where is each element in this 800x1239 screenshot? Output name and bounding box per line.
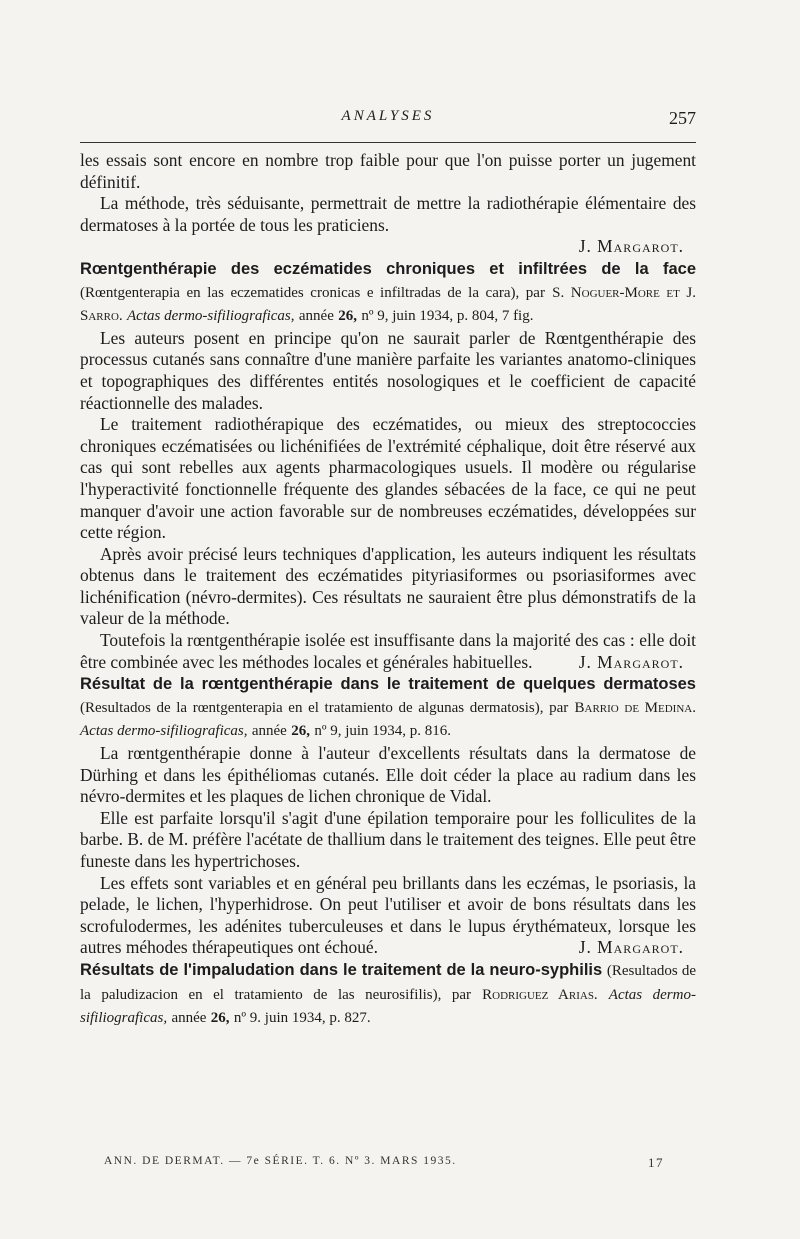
entry-3-journal: Actas dermo-sifiliograficas,	[80, 986, 696, 1027]
running-title: ANALYSES	[341, 108, 435, 124]
footer-journal-line: ANN. DE DERMAT. — 7e SÉRIE. T. 6. Nº 3. MARS 1935.	[104, 1155, 457, 1167]
entry-1-last-text: Toutefois la rœntgenthérapie isolée est insuffisante dans la majorité des cas : elle doit être combinée avec les méthodes locales et générales habituelles.	[80, 630, 696, 672]
running-head	[80, 104, 696, 134]
entry-2-authors: Barrio de Medina.	[574, 699, 696, 716]
entry-3-subtitle: (Resultados de la paludizacion en el tratamiento de las neurosifilis), par	[80, 962, 696, 1003]
entry-1-paragraph-last	[80, 630, 696, 673]
entry-1-subtitle: (Rœntgenterapia en las eczematides cronicas e infiltradas de la cara), par	[80, 284, 545, 301]
intro-paragraph-1: les essais sont encore en nombre trop faible pour que l'on puisse porter un jugement définitif.	[80, 150, 696, 192]
entry-3-authors: Rodriguez Arias.	[482, 986, 598, 1003]
entry-2-subtitle: (Resultados de la rœntgenterapia en el tratamiento de algunas dermatosis), par	[80, 699, 569, 716]
body-text	[80, 150, 696, 1030]
entry-3-heading	[80, 959, 696, 1030]
entry-1-paragraph: Le traitement radiothérapique des eczématides, ou mieux des streptococcies chroniques eczématisées ou lichénifiées de l'extrémité céphalique, doit être réservé aux cas qui sont rebelles aux agents pharmacologiques usuels. Il modère ou régularise l'hyperactivité fonctionnelle fréquente des glandes sébacées de la face, ce qui ne peut manquer d'avoir une action favorable sur de nombreuses eczématides, développées sur cette région.	[80, 414, 696, 543]
page-number: 257	[669, 108, 696, 128]
entry-3-volume: 26,	[210, 1010, 230, 1027]
intro-paragraph-2: La méthode, très séduisante, permettrait de mettre la radiothérapie élémentaire des dermatoses à la portée de tous les praticiens.	[80, 193, 696, 235]
entry-1-paragraph: Après avoir précisé leurs techniques d'application, les auteurs indiquent les résultats obtenus dans le traitement des eczématides pityriasiformes ou psoriasiformes avec lichénification (névro-dermites). Ces résultats ne sauraient être plus démonstratifs de la valeur de la méthode.	[80, 543, 696, 629]
entry-2-journal: Actas dermo-sifiliograficas,	[80, 723, 248, 740]
entry-1-authors: S. Noguer-More et J. Sarro.	[80, 284, 696, 325]
entry-1-signature: J. Margarot.	[578, 651, 684, 672]
entry-3-title: Résultats de l'impaludation dans le traitement de la neuro-syphilis	[80, 960, 603, 979]
footer-signature-mark: 17	[648, 1155, 664, 1170]
entry-1-paragraph: Les auteurs posent en principe qu'on ne saurait parler de Rœntgenthérapie des processus cutanés sans connaître d'une manière parfaite les variantes anatomo-cliniques et topographiques des différentes entités nosologiques et le coefficient de capacité réactionnelle des malades.	[80, 327, 696, 413]
entry-2-paragraph: La rœntgenthérapie donne à l'auteur d'excellents résultats dans la dermatose de Dürhing et dans les épithéliomas cutanés. Elle doit céder la place au radium dans les névro-dermites et les plaques de lichen chronique de Vidal.	[80, 743, 696, 807]
entry-2-paragraph: Elle est parfaite lorsqu'il s'agit d'une épilation temporaire pour les folliculites de la barbe. B. de M. préfère l'acétate de thallium dans le traitement des teignes. Elle peut être funeste dans les hypertrichoses.	[80, 807, 696, 871]
entry-1-journal: Actas dermo-sifiliograficas,	[127, 308, 295, 325]
entry-1-heading	[80, 258, 696, 328]
entry-2-title: Résultat de la rœntgenthérapie dans le traitement de quelques dermatoses	[80, 675, 696, 694]
entry-1-volume: 26,	[338, 308, 357, 325]
entry-2-volume: 26,	[291, 723, 310, 740]
intro-signature: J. Margarot.	[578, 236, 684, 257]
entry-3-year-text: année	[171, 1010, 207, 1027]
header-rule	[80, 142, 696, 143]
entry-2-heading	[80, 673, 696, 743]
entry-2-last-text: Les effets sont variables et en général peu brillants dans les eczémas, le psoriasis, la pelade, le lichen, l'hyperhidrose. On peut l'utiliser et avoir de bons résultats dans les scrofulodermes, les adénites tuberculeuses et dans le lupus érythémateux, lorsque les autres méhodes thérapeutiques ont échoué.	[80, 872, 696, 958]
entry-2-signature: J. Margarot.	[578, 937, 684, 958]
entry-1-title: Rœntgenthérapie des eczématides chroniques et infiltrées de la face	[80, 259, 696, 278]
entry-1-issue: nº 9, juin 1934, p. 804, 7 fig.	[361, 308, 534, 325]
entry-2-year-text: année	[251, 723, 287, 740]
entry-1-year-text: année	[298, 308, 334, 325]
entry-2-paragraph-last	[80, 873, 696, 959]
entry-2-issue: nº 9, juin 1934, p. 816.	[314, 723, 452, 740]
entry-3-issue: nº 9. juin 1934, p. 827.	[233, 1010, 371, 1027]
